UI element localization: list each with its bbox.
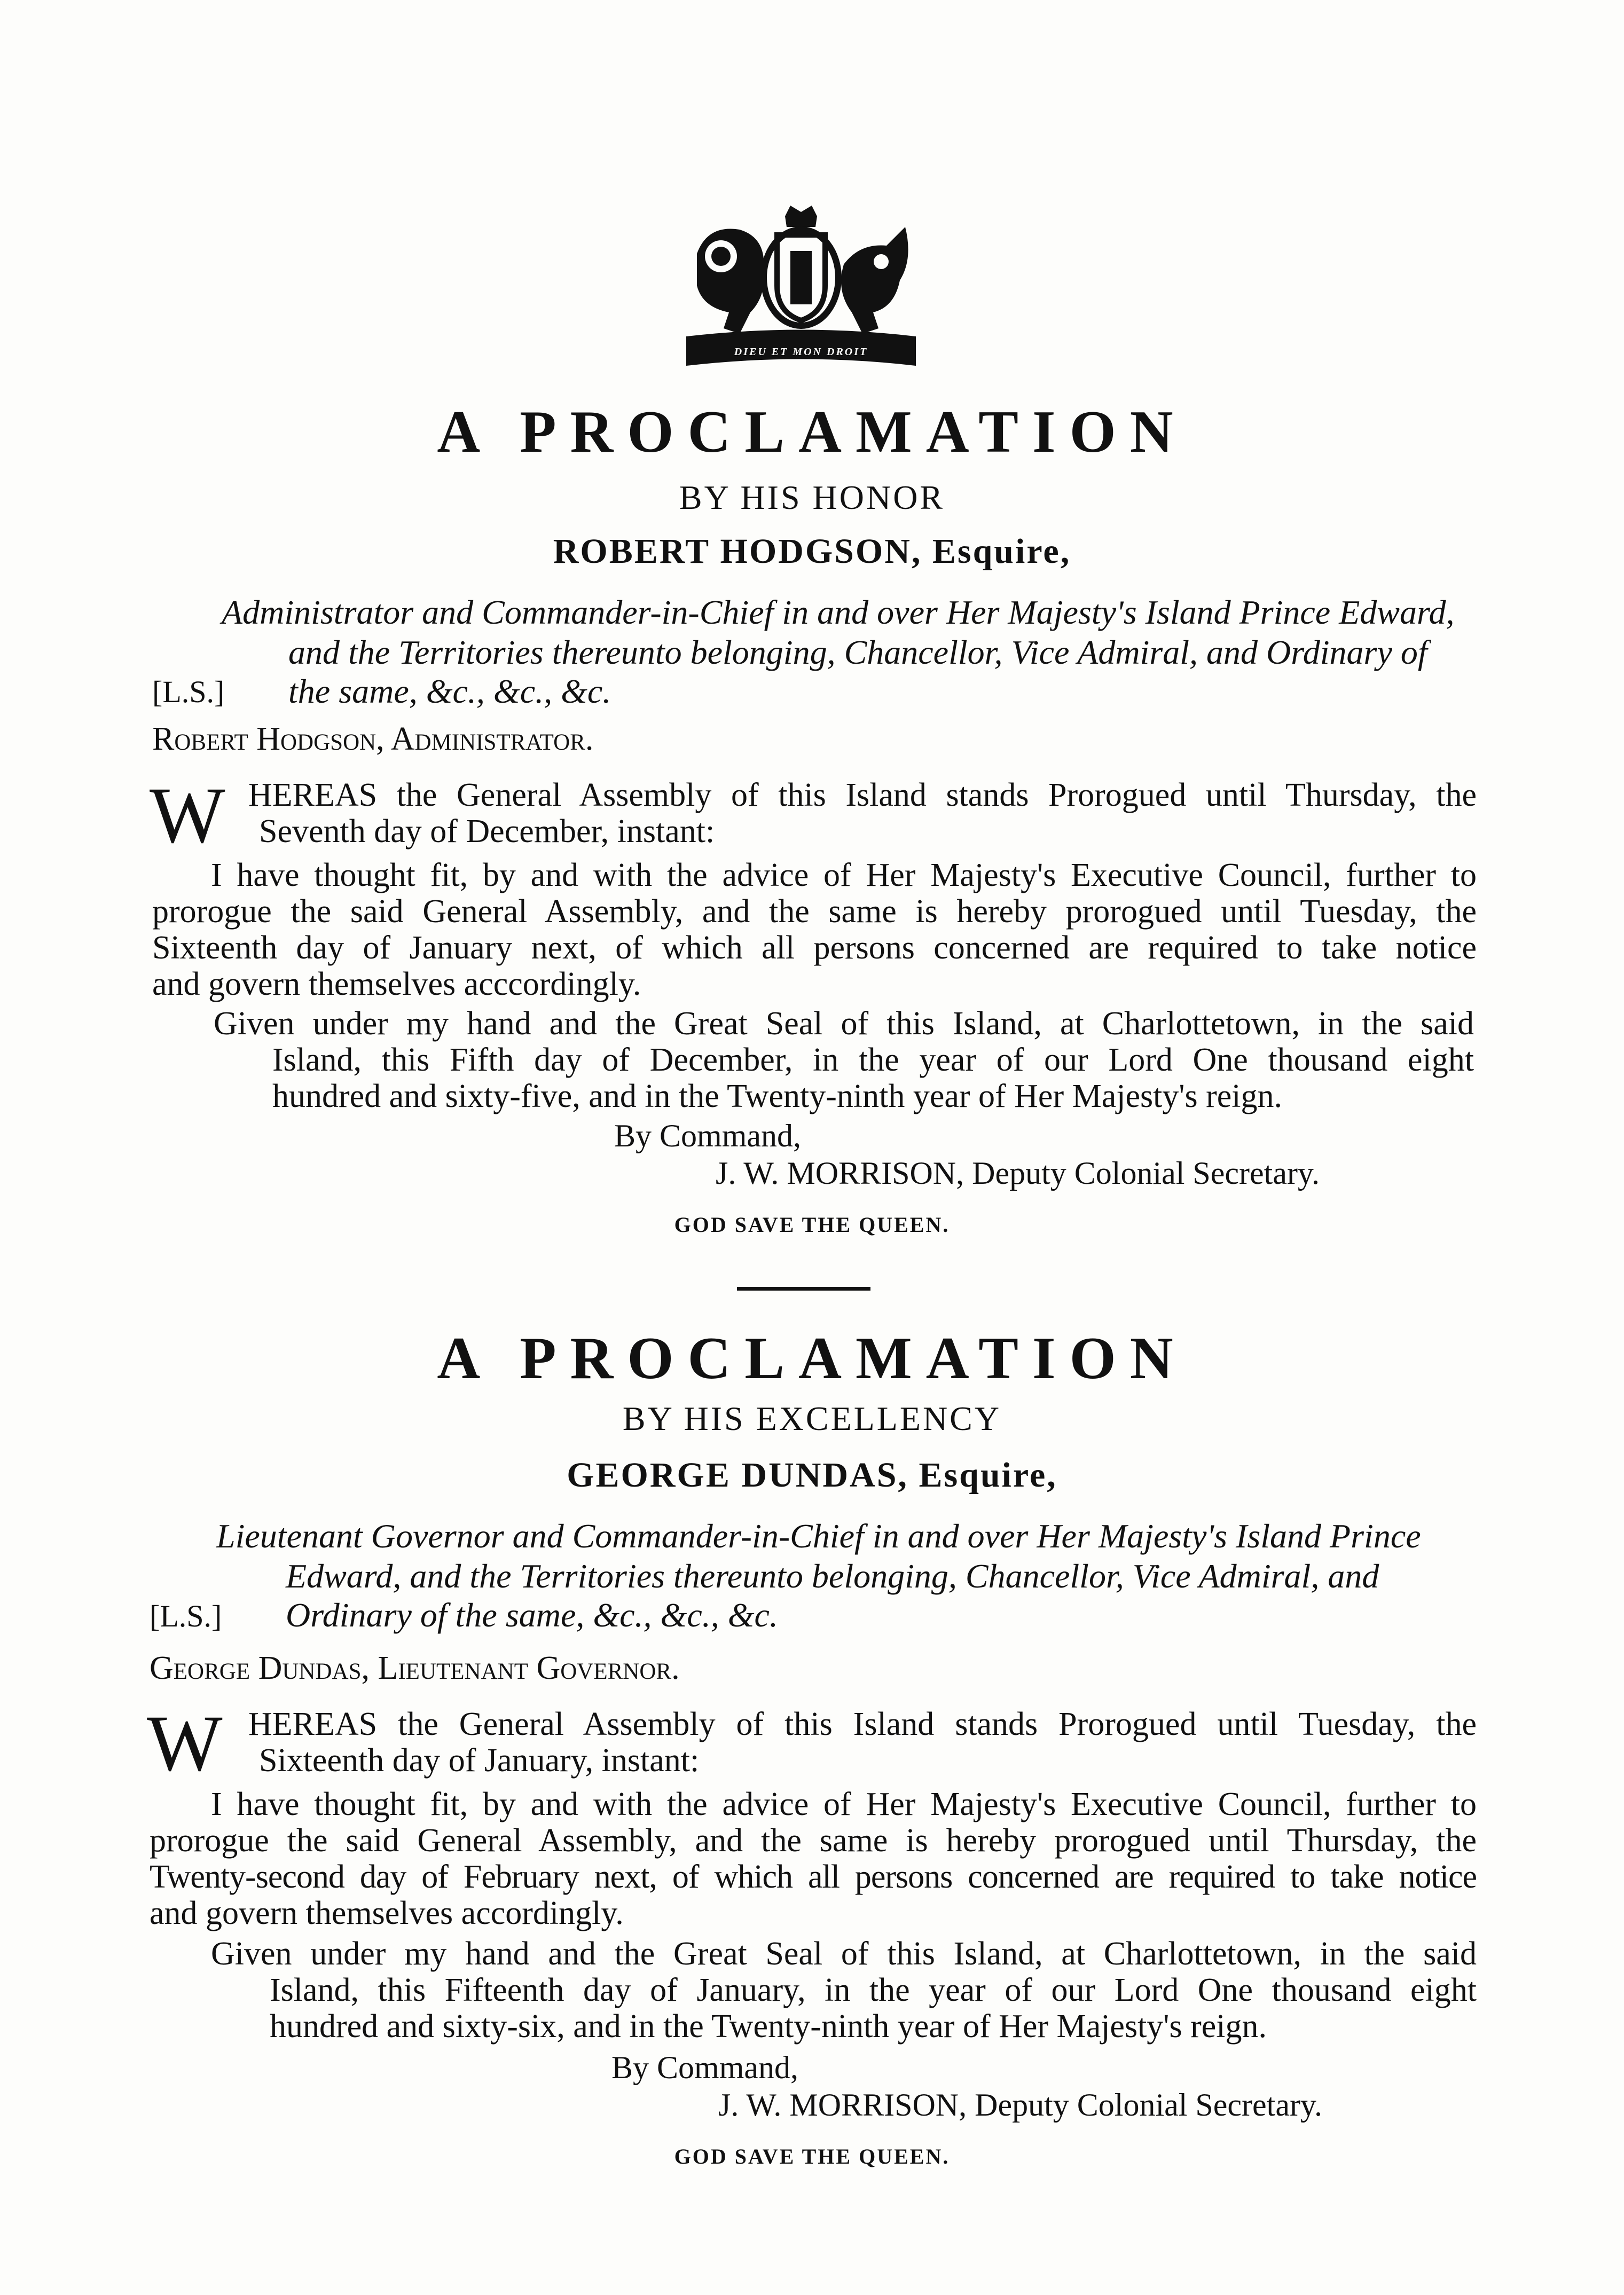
- royal-coat-of-arms-icon: [676, 206, 927, 374]
- svg-text:DIEU ET MON DROIT: DIEU ET MON DROIT: [734, 346, 868, 358]
- proclamation-1-para3-line2: Island, this Fifth day of December, in the year of our Lord One thousand eight: [272, 1042, 1474, 1078]
- proclamation-2-god-save: GOD SAVE THE QUEEN.: [674, 2144, 950, 2168]
- proclamation-1-para2-line2: prorogue the said General Assembly, and the same is hereby prorogued until Tuesday, the: [152, 893, 1477, 930]
- proclamation-1-para2-line1: I have thought fit, by and with the advice of Her Majesty's Executive Council, further to: [211, 857, 1477, 893]
- proclamation-1-para1-line1: HEREAS the General Assembly of this Island stands Prorogued until Thursday, the: [248, 777, 1477, 813]
- proclamation-1-para2-line3: Sixteenth day of January next, of which all persons concerned are required to take notice: [152, 930, 1477, 966]
- proclamation-1-para1-line2: Seventh day of December, instant:: [259, 813, 715, 850]
- proclamation-1-name: ROBERT HODGSON, Esquire,: [553, 532, 1071, 571]
- proclamation-1-god-save: GOD SAVE THE QUEEN.: [674, 1213, 950, 1237]
- proclamation-2-para3-line3: hundred and sixty-six, and in the Twenty-ninth year of Her Majesty's reign.: [270, 2008, 1267, 2045]
- proclamation-2-drop-cap: W: [147, 1699, 223, 1788]
- proclamation-2-para1-line1: HEREAS the General Assembly of this Island stands Prorogued until Tuesday, the: [248, 1706, 1477, 1742]
- proclamation-2-by-line: BY HIS EXCELLENCY: [622, 1400, 1002, 1437]
- proclamation-2-titles-line1: Lieutenant Governor and Commander-in-Chief in and over Her Majesty's Island Prince: [216, 1517, 1421, 1555]
- proclamation-1-para3-line1: Given under my hand and the Great Seal of this Island, at Charlottetown, in the said: [214, 1005, 1474, 1042]
- proclamation-1-drop-cap: W: [150, 771, 225, 860]
- proclamation-2-by-command: By Command,: [611, 2050, 799, 2085]
- proclamation-2-titles-line2: Edward, and the Territories thereunto belonging, Chancellor, Vice Admiral, and: [286, 1557, 1379, 1595]
- proclamation-1-para3-line3: hundred and sixty-five, and in the Twenty-ninth year of Her Majesty's reign.: [272, 1078, 1283, 1114]
- proclamation-1-signed: Robert Hodgson, Administrator.: [152, 721, 594, 757]
- proclamation-1-para2-line4: and govern themselves acccordingly.: [152, 966, 641, 1002]
- proclamation-1-secretary: J. W. MORRISON, Deputy Colonial Secretary.: [716, 1156, 1320, 1191]
- proclamation-2-title: A PROCLAMATION: [437, 1325, 1187, 1392]
- proclamation-2-para2-line2: prorogue the said General Assembly, and the same is hereby prorogued until Thursday, the: [150, 1822, 1477, 1859]
- proclamation-1-by-line: BY HIS HONOR: [679, 478, 945, 516]
- proclamation-2-seal-mark: [L.S.]: [150, 1599, 222, 1633]
- proclamation-2-para2-line3: Twenty-second day of February next, of which all persons concerned are required to take notice: [150, 1859, 1477, 1895]
- section-divider: [737, 1287, 870, 1291]
- proclamation-1-seal-mark: [L.S.]: [152, 674, 225, 709]
- proclamation-2-titles-line3: Ordinary of the same, &c., &c., &c.: [286, 1596, 778, 1634]
- proclamation-1-by-command: By Command,: [614, 1118, 802, 1153]
- proclamation-1-title: A PROCLAMATION: [437, 399, 1187, 465]
- proclamation-2-para3-line1: Given under my hand and the Great Seal of this Island, at Charlottetown, in the said: [211, 1936, 1477, 1972]
- proclamation-1-titles-line2: and the Territories thereunto belonging, Chancellor, Vice Admiral, and Ordinary of: [288, 633, 1427, 671]
- proclamation-2-para3-line2: Island, this Fifteenth day of January, in the year of our Lord One thousand eight: [270, 1972, 1477, 2008]
- proclamation-2-para1-line2: Sixteenth day of January, instant:: [259, 1742, 700, 1779]
- proclamation-2-para2-line4: and govern themselves accordingly.: [150, 1895, 624, 1931]
- proclamation-2-para2-line1: I have thought fit, by and with the advice of Her Majesty's Executive Council, further to: [211, 1786, 1477, 1822]
- proclamation-2-name: GEORGE DUNDAS, Esquire,: [567, 1456, 1057, 1495]
- proclamation-1-titles-line1: Administrator and Commander-in-Chief in and over Her Majesty's Island Prince Edward,: [222, 593, 1455, 631]
- proclamation-1-titles-line3: the same, &c., &c., &c.: [288, 672, 611, 710]
- proclamation-2-signed: George Dundas, Lieutenant Governor.: [150, 1650, 680, 1686]
- proclamation-2-secretary: J. W. MORRISON, Deputy Colonial Secretary.: [718, 2087, 1323, 2123]
